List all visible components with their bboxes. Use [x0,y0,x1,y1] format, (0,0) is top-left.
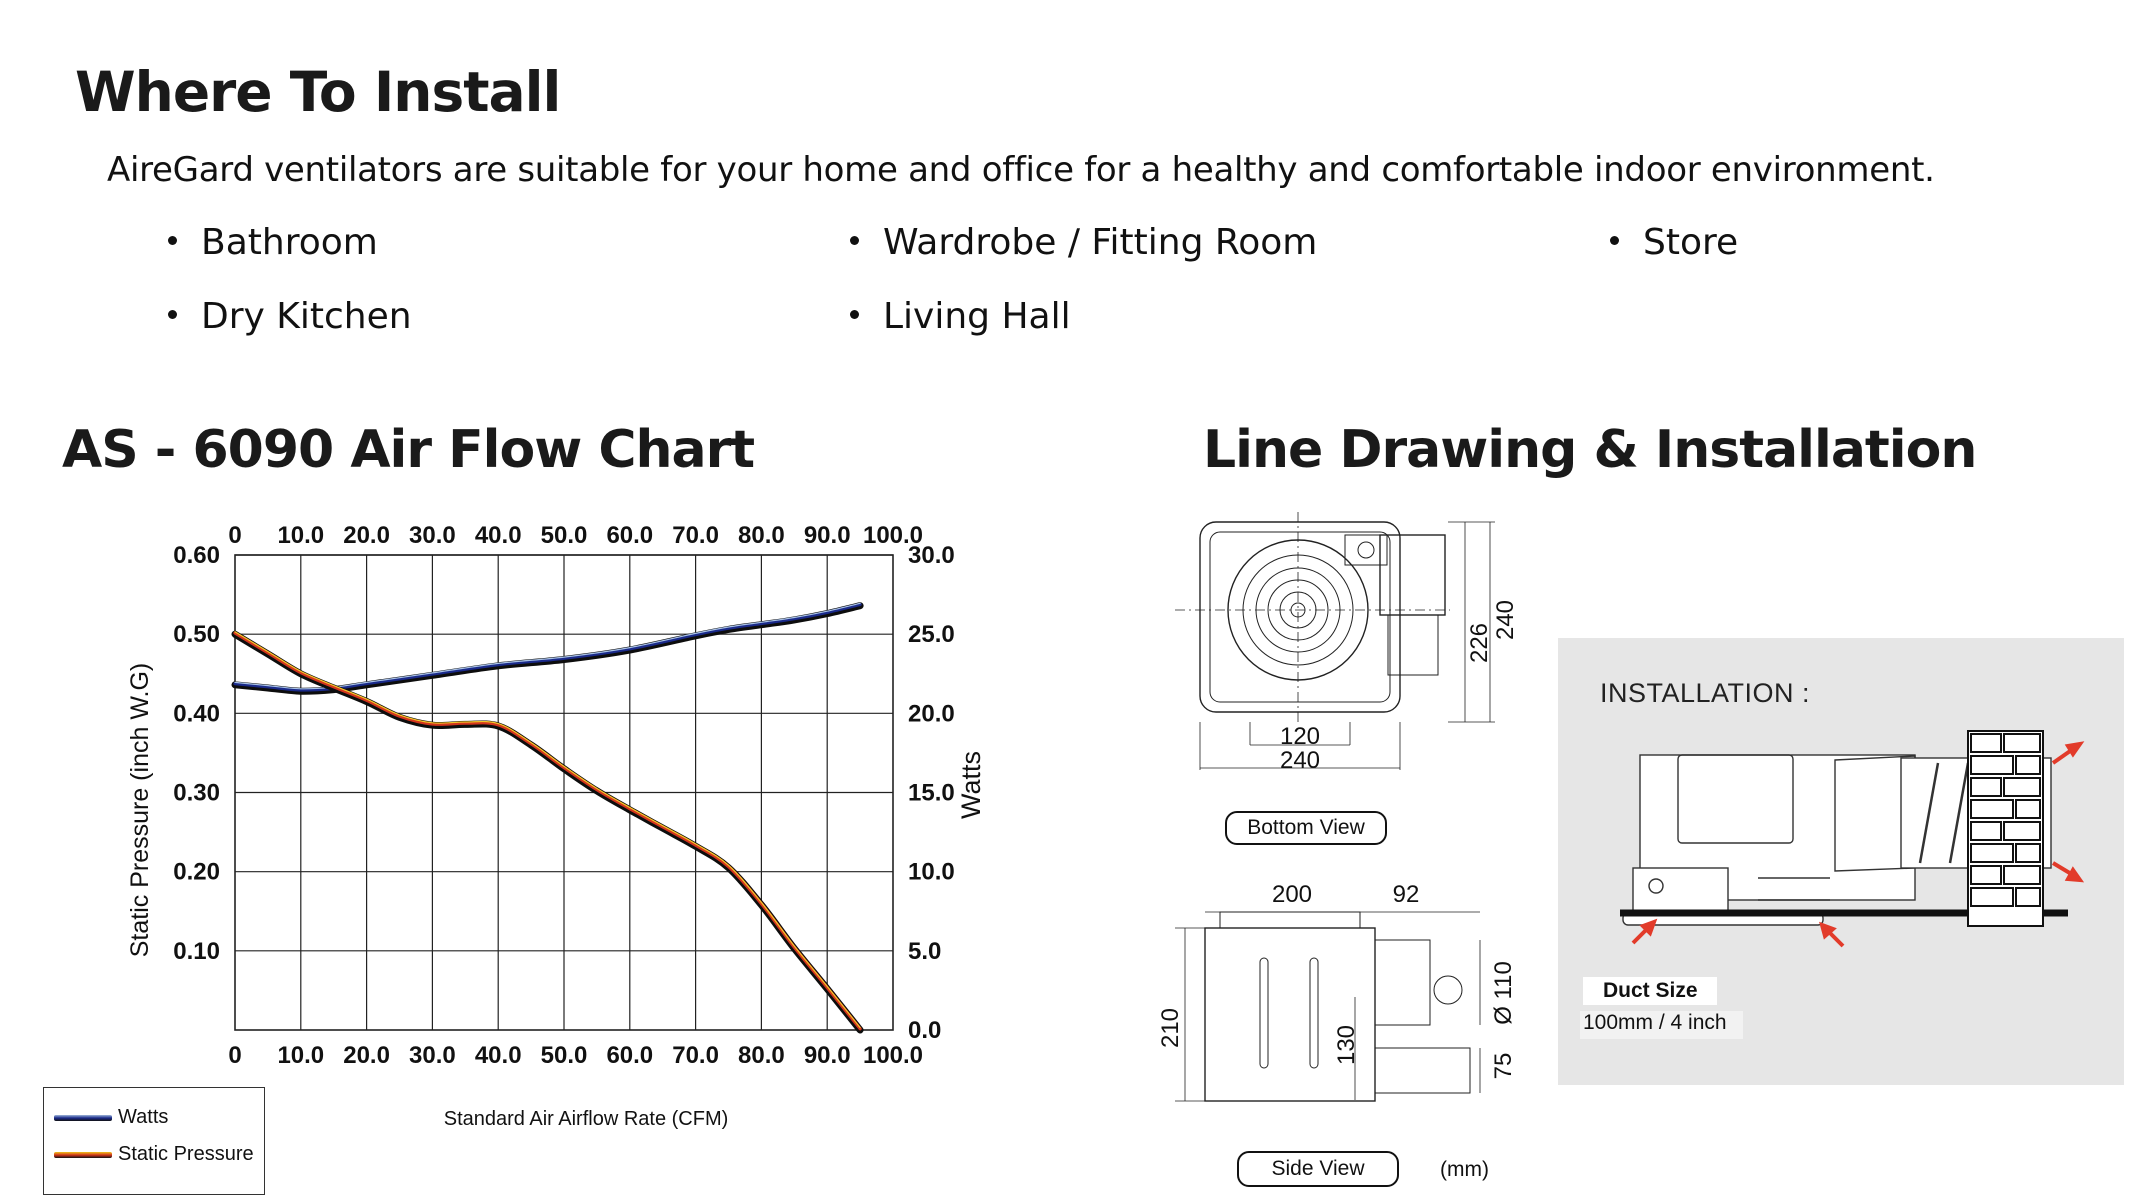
series-line-static-pressure-outline [235,634,860,1030]
bullet-icon [168,236,177,245]
side-view-drawing [1175,912,1480,1101]
y2-tick-label: 0.0 [908,1017,942,1044]
y2-axis-label: Watts [956,750,986,820]
dimension-label: 92 [1392,881,1420,908]
x-tick-label-bottom: 50.0 [540,1042,588,1069]
y2-tick-label: 10.0 [908,858,955,886]
side-view-dimensions [1157,881,1517,1079]
x-tick-label-bottom: 0 [228,1042,242,1069]
x-tick-label-bottom: 10.0 [277,1042,325,1069]
dimension-label: 130 [1333,1024,1360,1066]
bottom-view-label: Bottom View [1225,811,1387,845]
chart-series [235,603,860,1030]
x-tick-label-top: 70.0 [672,522,719,549]
bullet-icon [850,236,859,245]
x-tick-label-bottom: 30.0 [409,1042,456,1069]
install-description: AireGard ventilators are suitable for your home and office for a healthy and comfortable indoor environment. [107,150,1935,190]
side-view-label: Side View [1237,1151,1399,1187]
x-tick-label-top: 100.0 [862,522,924,549]
line-drawing [1150,500,1550,1190]
bullet-icon [1610,236,1619,245]
drawing-title: Line Drawing & Installation [1203,420,1977,480]
x-tick-label-top: 80.0 [738,522,785,549]
y2-tick-label: 5.0 [908,937,942,965]
chart-legend [43,1087,265,1195]
y-axis-label: Static Pressure (inch W.G) [126,662,154,958]
x-tick-label-top: 50.0 [540,522,588,549]
air-flow-chart [0,500,1050,1140]
y2-tick-label: 25.0 [908,621,955,649]
dimension-label: 75 [1490,1052,1517,1080]
chart-title: AS - 6090 Air Flow Chart [62,420,755,480]
x-tick-label-bottom: 20.0 [343,1042,390,1069]
dimension-label: 226 [1466,622,1493,664]
x-axis-label: Standard Air Airflow Rate (CFM) [443,1108,729,1130]
duct-size-label: Duct Size [1603,979,1698,1002]
x-tick-label-top: 90.0 [803,522,851,549]
unit-label: (mm) [1440,1158,1489,1181]
dimension-label: 240 [1492,599,1519,641]
location-item: Store [1610,222,1738,263]
x-tick-label-bottom: 70.0 [672,1042,719,1069]
legend-item-watts: Watts [54,1106,168,1129]
y2-tick-label: 30.0 [908,542,955,569]
y2-tick-label: 15.0 [908,779,955,807]
installation-panel [1558,638,2124,1085]
x-tick-label-top: 40.0 [474,522,522,549]
duct-size-value: 100mm / 4 inch [1583,1011,1727,1034]
y2-tick-label: 20.0 [908,700,955,728]
location-item: Living Hall [850,296,1071,337]
series-line-watts [235,605,860,691]
y-tick-label: 0.50 [173,621,220,649]
dimension-label: 120 [1279,723,1321,750]
series-line-watts-highlight [235,603,860,689]
y-tick-label: 0.40 [173,700,220,728]
series-line-watts-outline [235,606,860,692]
x-tick-label-top: 30.0 [409,522,456,549]
location-item: Wardrobe / Fitting Room [850,222,1317,263]
bottom-view-drawing [1175,512,1495,770]
dimension-label: 240 [1279,747,1321,774]
chart-grid [235,555,893,1030]
bullet-icon [168,310,177,319]
x-tick-label-bottom: 100.0 [862,1042,924,1069]
location-item: Dry Kitchen [168,296,412,337]
x-tick-label-bottom: 80.0 [738,1042,785,1069]
x-tick-label-bottom: 40.0 [474,1042,522,1069]
y-tick-label: 0.30 [173,779,220,807]
y-tick-label: 0.10 [173,937,220,965]
dimension-label: Ø 110 [1490,961,1517,1025]
install-title: Where To Install [75,60,561,124]
x-tick-label-top: 20.0 [343,522,390,549]
legend-swatch [54,1115,112,1121]
dimension-label: 200 [1271,881,1313,908]
bullet-icon [850,310,859,319]
location-item: Bathroom [168,222,378,263]
dimension-label: 210 [1157,1007,1184,1049]
legend-item-static-pressure: Static Pressure [54,1143,254,1166]
installation-label: INSTALLATION : [1600,678,1811,708]
x-tick-label-bottom: 90.0 [803,1042,851,1069]
y-tick-label: 0.60 [173,542,220,569]
x-tick-label-bottom: 60.0 [606,1042,654,1069]
x-tick-label-top: 0 [228,522,242,549]
y-tick-label: 0.20 [173,858,220,886]
x-tick-label-top: 10.0 [277,522,325,549]
legend-swatch [54,1152,112,1158]
x-tick-label-top: 60.0 [606,522,654,549]
